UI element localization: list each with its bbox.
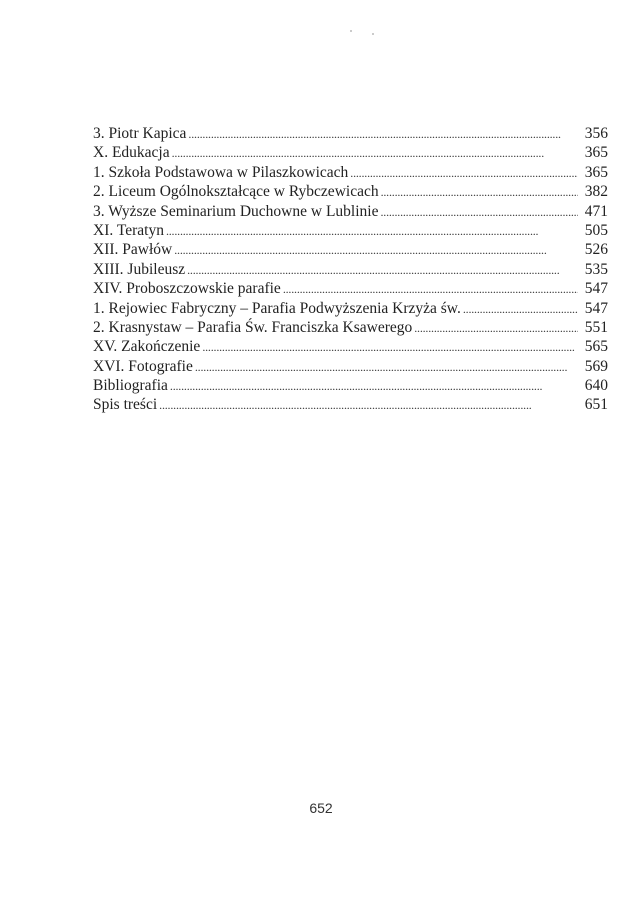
toc-entry xyxy=(93,260,608,279)
toc-entry-title: XII. Pawłów xyxy=(93,241,173,259)
toc-entry-title: XV. Zakończenie xyxy=(93,338,201,356)
toc-entry-title: 3. Wyższe Seminarium Duchowne w Lublinie xyxy=(93,202,379,220)
toc-entry xyxy=(93,182,608,201)
toc-entry-page: 505 xyxy=(584,221,608,239)
toc-entry xyxy=(93,337,608,356)
dot-leader xyxy=(381,183,578,202)
toc-entry-page: 365 xyxy=(584,163,608,181)
dot-leader xyxy=(202,338,578,357)
table-of-contents xyxy=(93,124,608,415)
dot-leader xyxy=(188,125,578,144)
toc-entry-title: Spis treści xyxy=(93,396,158,414)
toc-entry xyxy=(93,395,608,414)
dot-leader xyxy=(195,358,578,377)
toc-entry-title: Bibliografia xyxy=(93,377,168,395)
toc-entry xyxy=(93,163,608,182)
toc-entry-title: 1. Szkoła Podstawowa w Pilaszkowicach xyxy=(93,163,349,181)
toc-entry xyxy=(93,357,608,376)
dot-leader xyxy=(166,222,578,241)
dot-leader xyxy=(170,377,578,396)
toc-entry-page: 551 xyxy=(584,318,608,336)
dot-leader xyxy=(380,203,578,222)
dot-leader xyxy=(187,261,578,280)
toc-entry xyxy=(93,299,608,318)
toc-entry-page: 547 xyxy=(584,280,608,298)
page-number: 652 xyxy=(309,800,333,816)
toc-entry-title: XI. Teratyn xyxy=(93,221,164,239)
toc-entry-title: XIV. Proboszczowskie parafie xyxy=(93,280,281,298)
toc-entry xyxy=(93,279,608,298)
toc-entry-page: 565 xyxy=(584,338,608,356)
dot-leader xyxy=(350,164,578,183)
toc-entry xyxy=(93,143,608,162)
toc-entry-title: 3. Piotr Kapica xyxy=(93,125,187,142)
toc-entry xyxy=(93,221,608,240)
dot-leader xyxy=(172,144,578,163)
toc-entry-page: 640 xyxy=(584,377,608,395)
toc-entry-page: 547 xyxy=(584,299,608,317)
dot-leader xyxy=(174,241,578,260)
dot-leader xyxy=(283,280,578,299)
toc-entry xyxy=(93,202,608,221)
toc-entry-page: 356 xyxy=(584,125,608,142)
toc-entry xyxy=(93,376,608,395)
dot-leader xyxy=(159,396,578,415)
toc-entry-page: 382 xyxy=(584,183,608,201)
toc-entry-title: X. Edukacja xyxy=(93,144,170,162)
toc-entry-title: 1. Rejowiec Fabryczny – Parafia Podwyższenia Krzyża św. xyxy=(93,299,461,317)
toc-entry-title: XVI. Fotografie xyxy=(93,357,193,375)
toc-entry-page: 526 xyxy=(584,241,608,259)
toc-entry-page: 471 xyxy=(584,202,608,220)
scan-speck xyxy=(350,30,352,32)
toc-entry-title: XIII. Jubileusz xyxy=(93,260,186,278)
toc-entry-page: 569 xyxy=(584,357,608,375)
toc-entry-title: 2. Krasnystaw – Parafia Św. Franciszka Ksawerego xyxy=(93,318,413,336)
toc-entry xyxy=(93,318,608,337)
dot-leader xyxy=(463,300,578,319)
toc-entry-title: 2. Liceum Ogólnokształcące w Rybczewicach xyxy=(93,183,379,201)
dot-leader xyxy=(414,319,578,338)
scan-speck xyxy=(372,33,374,35)
toc-entry xyxy=(93,124,608,143)
toc-entry-page: 365 xyxy=(584,144,608,162)
toc-entry-page: 651 xyxy=(584,396,608,414)
toc-entry-page: 535 xyxy=(584,260,608,278)
toc-entry xyxy=(93,240,608,259)
